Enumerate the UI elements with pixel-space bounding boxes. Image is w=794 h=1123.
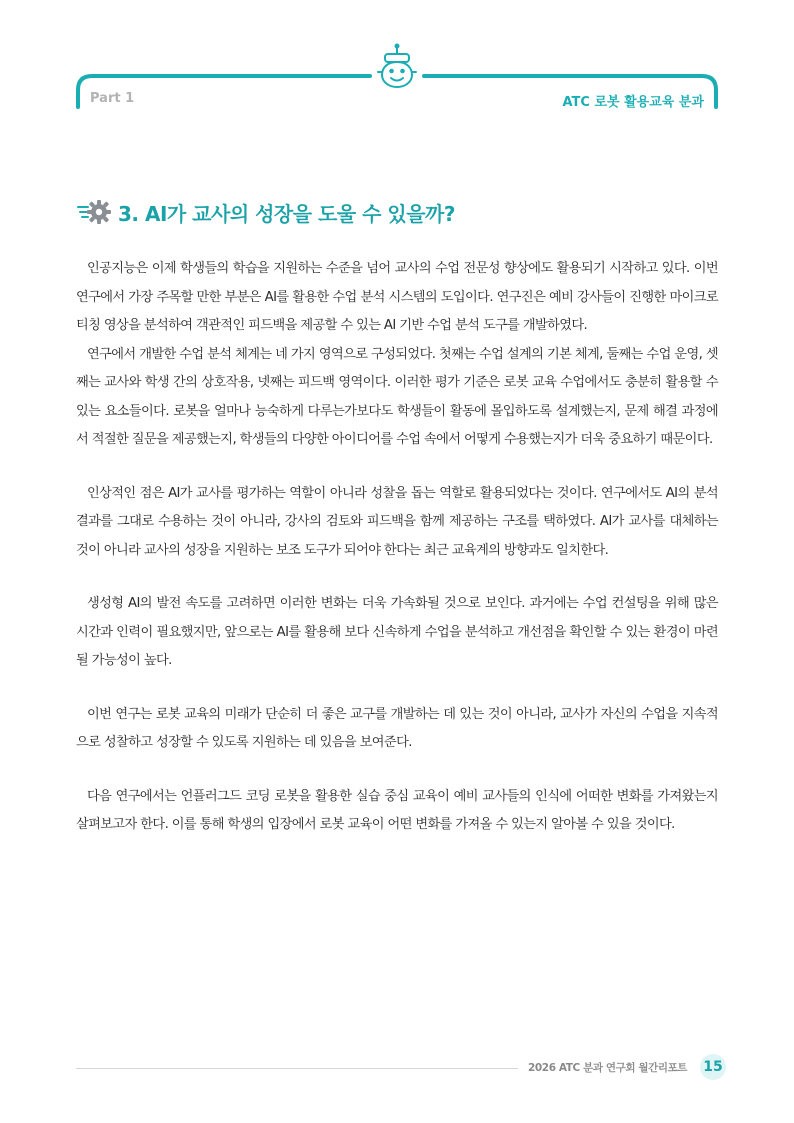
page-number: 15: [700, 1054, 726, 1080]
section-label: ATC 로봇 활용교육 분과: [562, 95, 704, 110]
article-body: [76, 255, 718, 840]
gear-speed-icon: [76, 196, 112, 228]
robot-icon: [376, 42, 418, 90]
paragraph: 인상적인 점은 AI가 교사를 평가하는 역할이 아니라 성찰을 돕는 역할로 활용되었다는 것이다. 연구에서도 AI의 분석 결과를 그대로 수용하는 것이 아니라, 강사의 검토와 피드백을 함께 제공하는 구조를 택하였다. AI가 교사를 대체하는 것이 아니라 교사의 성장을 지원하는 보조 도구가 되어야 한다는 최근 교육계의 방향과도 일치한다.: [76, 485, 718, 558]
footer-publication: 2026 ATC 분과 연구회 월간리포트: [528, 1062, 688, 1074]
part-label: Part 1: [90, 91, 135, 106]
footer-divider: [76, 1068, 518, 1069]
paragraph: 연구에서 개발한 수업 분석 체계는 네 가지 영역으로 구성되었다. 첫째는 수업 설계의 기본 체계, 둘째는 수업 운영, 셋째는 교사와 학생 간의 상호작용, 넷째는 피드백 영역이다. 이러한 평가 기준은 로봇 교육 수업에서도 충분히 활용할 수 있는 요소들이다. 로봇을 얼마나 능숙하게 다루는가보다도 학생들이 활동에 몰입하도록 설계했는지, 문제 해결 과정에서 적절한 질문을 제공했는지, 학생들의 다양한 아이디어를 수업 속에서 어떻게 수용했는지가 더욱 중요하기 때문이다.: [76, 346, 718, 447]
paragraph: 이번 연구는 로봇 교육의 미래가 단순히 더 좋은 교구를 개발하는 데 있는 것이 아니라, 교사가 자신의 수업을 지속적으로 성찰하고 성장할 수 있도록 지원하는 데 있음을 보여준다.: [76, 706, 718, 750]
paragraph: 다음 연구에서는 언플러그드 코딩 로봇을 활용한 실습 중심 교육이 예비 교사들의 인식에 어떠한 변화를 가져왔는지 살펴보고자 한다. 이를 통해 학생의 입장에서 로봇 교육이 어떤 변화를 가져올 수 있는지 알아볼 수 있을 것이다.: [76, 788, 718, 832]
section-heading: [76, 196, 455, 228]
paragraph: 생성형 AI의 발전 속도를 고려하면 이러한 변화는 더욱 가속화될 것으로 보인다. 과거에는 수업 컨설팅을 위해 많은 시간과 인력이 필요했지만, 앞으로는 AI를 활용해 보다 신속하게 수업을 분석하고 개선점을 확인할 수 있는 환경이 마련될 가능성이 높다.: [76, 596, 718, 668]
page-title: 3. AI가 교사의 성장을 도울 수 있을까?: [118, 201, 455, 226]
paragraph: 인공지능은 이제 학생들의 학습을 지원하는 수준을 넘어 교사의 수업 전문성 향상에도 활용되기 시작하고 있다. 이번 연구에서 가장 주목할 만한 부분은 AI를 활용한 수업 분석 시스템의 도입이다. 연구진은 예비 강사들이 진행한 마이크로티칭 영상을 분석하여 객관적인 피드백을 제공할 수 있는 AI 기반 수업 분석 도구를 개발하였다.: [76, 261, 718, 333]
